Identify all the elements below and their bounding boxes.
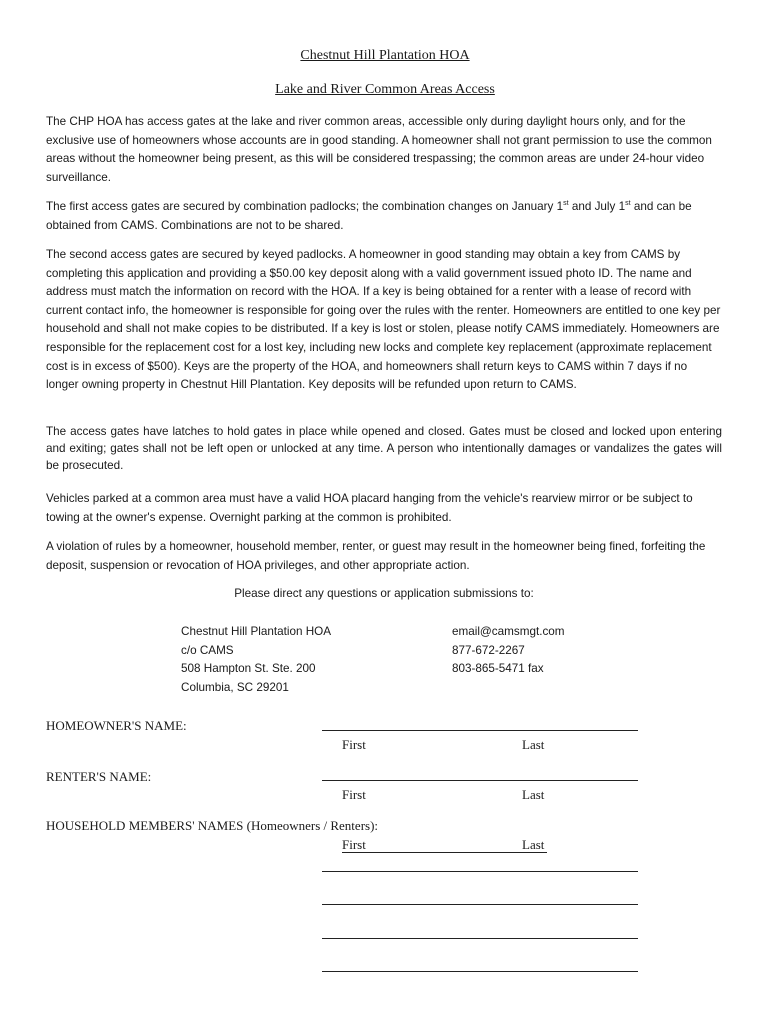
document-title: Chestnut Hill Plantation HOA — [300, 48, 470, 63]
contact-fax: 803-865-5471 fax — [452, 662, 544, 676]
renter-first-label: First — [342, 787, 366, 802]
homeowner-name-field[interactable] — [322, 730, 638, 731]
combination-paragraph: The first access gates are secured by combination padlocks; the combination changes on January 1st and July 1st and can be obtained from CAMS. Combinations are not to be shared. — [46, 200, 692, 232]
document-subtitle: Lake and River Common Areas Access — [275, 82, 495, 97]
household-header-underline — [342, 852, 547, 853]
intro-paragraph: The CHP HOA has access gates at the lake and river common areas, accessible only during daylight hours only, and for the exclusive use of homeowners whose accounts are in good standing. A homeowner shall not grant permission to use the common areas without the homeowner being present, as this will be considered trespassing; the common areas are under 24-hour video surveillance. — [46, 115, 712, 184]
contact-email: email@camsmgt.com — [452, 625, 565, 638]
mailing-address — [181, 623, 331, 697]
homeowner-last-label: Last — [522, 737, 545, 752]
homeowner-name-label: HOMEOWNER'S NAME: — [46, 718, 187, 733]
direct-questions-line: Please direct any questions or application submissions to: — [234, 587, 534, 600]
household-member-field[interactable] — [322, 904, 638, 905]
vehicles-paragraph: Vehicles parked at a common area must have a valid HOA placard hanging from the vehicle's rearview mirror or be subject to towing at the owner's expense. Overnight parking at the common is prohibited. — [46, 492, 693, 524]
latches-paragraph: The access gates have latches to hold gates in place while opened and closed. Gates must be closed and locked upon entering and exiting; gates shall not be left open or unlocked at any time. A person who intentionally damages or vandalizes the gates will be prosecuted. — [46, 425, 722, 472]
renter-last-label: Last — [522, 787, 545, 802]
renter-name-field[interactable] — [322, 780, 638, 781]
address-line: Columbia, SC 29201 — [181, 680, 289, 694]
household-member-field[interactable] — [322, 871, 638, 872]
violation-paragraph: A violation of rules by a homeowner, household member, renter, or guest may result in the homeowner being fined, forfeiting the deposit, suspension or revocation of HOA privileges, and other appropriate action. — [46, 540, 706, 572]
renter-name-label: RENTER'S NAME: — [46, 769, 152, 784]
household-member-field[interactable] — [322, 938, 638, 939]
keyed-padlock-paragraph: The second access gates are secured by keyed padlocks. A homeowner in good standing may obtain a key from CAMS by completing this application and providing a $50.00 key deposit along with a valid government issued photo ID. The name and address must match the information on record with the HOA. If a key is being obtained for a renter with a lease of record with current contact info, the homeowner is responsible for going over the rules with the renter. Homeowners are entitled to one key per household and shall not make copies to be distributed. If a key is lost or stolen, please notify CAMS immediately. Homeowners are responsible for the replacement cost for a lost key, including new locks and complete key replacement (approximate replacement cost is in excess of $500). Keys are the property of the HOA, and homeowners shall return keys to CAMS within 7 days if no longer owning property in Chestnut Hill Plantation. Key deposits will be refunded upon return to CAMS. — [46, 248, 721, 392]
household-members-label: HOUSEHOLD MEMBERS' NAMES (Homeowners / Renters): — [46, 818, 379, 833]
household-last-label: Last — [522, 837, 545, 852]
household-first-label: First — [342, 837, 366, 852]
contact-details — [452, 623, 565, 679]
address-line: c/o CAMS — [181, 643, 234, 657]
homeowner-first-label: First — [342, 737, 366, 752]
contact-phone: 877-672-2267 — [452, 643, 525, 657]
address-line: Chestnut Hill Plantation HOA — [181, 625, 332, 638]
address-line: 508 Hampton St. Ste. 200 — [181, 662, 316, 676]
household-member-field[interactable] — [322, 971, 638, 972]
